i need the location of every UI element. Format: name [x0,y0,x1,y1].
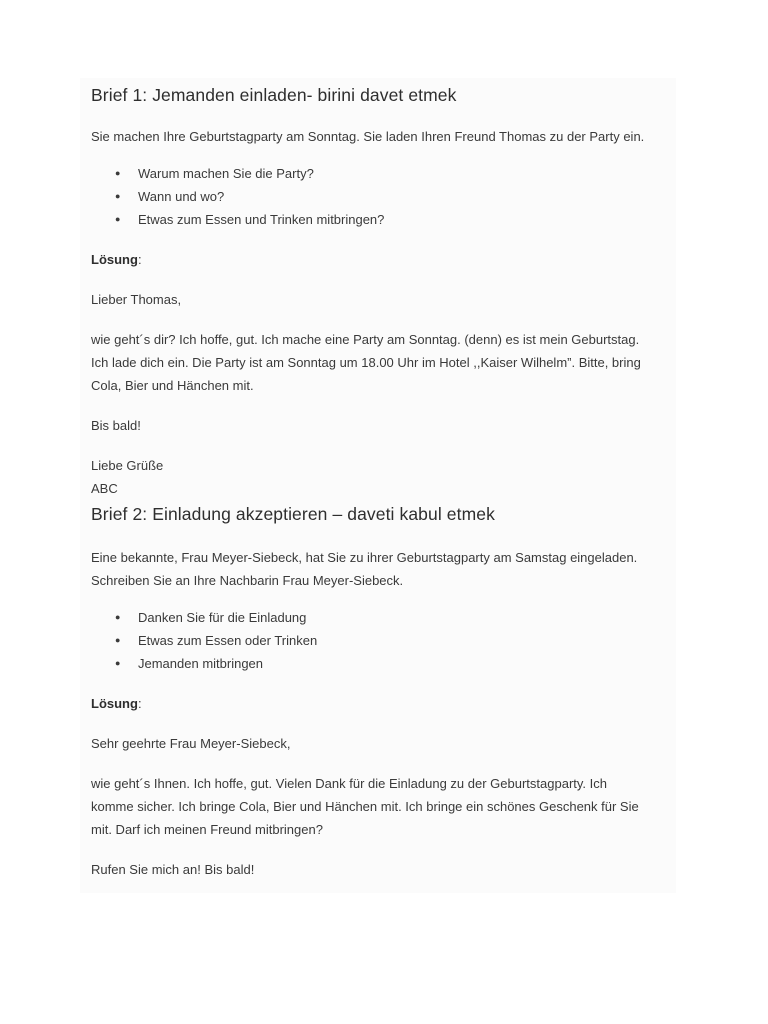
intro-line: Schreiben Sie an Ihre Nachbarin Frau Meyer-Siebeck. [91,573,404,588]
brief-2-heading: Brief 2: Einladung akzeptieren – daveti kabul etmek [91,504,495,524]
bullet-icon: ● [115,214,121,224]
intro-line: Eine bekannte, Frau Meyer-Siebeck, hat Sie zu ihrer Geburtstagparty am Samstag eingeladen. [91,550,638,565]
brief-2-section [91,503,676,881]
brief-1-section [91,84,676,500]
list-item: ● Etwas zum Essen und Trinken mitbringen? [91,208,676,231]
bullet-icon: ● [115,168,121,178]
document-content [80,78,676,893]
brief-1-loesung-label: Lösung: [91,252,142,267]
brief-1-body [91,328,676,397]
brief-1-sign-off: Liebe Grüße [91,458,164,473]
body-line: wie geht´s Ihnen. Ich hoffe, gut. Vielen Dank für die Einladung zu der Geburtstagparty. Ich [91,776,607,791]
brief-1-closing: Bis bald! [91,418,141,433]
list-item: ● Jemanden mitbringen [91,652,676,675]
body-line: komme sicher. Ich bringe Cola, Bier und Hänchen mit. Ich bringe ein schönes Geschenk für Sie [91,799,639,814]
list-item: ● Warum machen Sie die Party? [91,162,676,185]
body-line: Cola, Bier und Hänchen mit. [91,378,254,393]
bullet-icon: ● [115,191,121,201]
brief-1-signature: ABC [91,481,118,496]
brief-1-intro: Sie machen Ihre Geburtstagparty am Sonntag. Sie laden Ihren Freund Thomas zu der Party ein. [91,129,645,144]
brief-2-closing: Rufen Sie mich an! Bis bald! [91,862,255,877]
bullet-icon: ● [115,612,121,622]
brief-1-heading: Brief 1: Jemanden einladen- birini davet etmek [91,85,457,105]
brief-2-greeting: Sehr geehrte Frau Meyer-Siebeck, [91,736,291,751]
bullet-icon: ● [115,635,121,645]
list-item: ● Etwas zum Essen oder Trinken [91,629,676,652]
brief-2-bullet-list [91,606,676,675]
brief-2-intro [91,546,676,592]
brief-1-greeting: Lieber Thomas, [91,292,182,307]
body-line: mit. Darf ich meinen Freund mitbringen? [91,822,323,837]
brief-2-body [91,772,676,841]
list-item: ● Wann und wo? [91,185,676,208]
brief-2-loesung-label: Lösung: [91,696,142,711]
bullet-icon: ● [115,658,121,668]
list-item: ● Danken Sie für die Einladung [91,606,676,629]
body-line: Ich lade dich ein. Die Party ist am Sonntag um 18.00 Uhr im Hotel ,,Kaiser Wilhelm”. Bitte, bring [91,355,641,370]
body-line: wie geht´s dir? Ich hoffe, gut. Ich mache eine Party am Sonntag. (denn) es ist mein Geburtstag. [91,332,640,347]
brief-1-bullet-list [91,162,676,231]
brief-1-signoff-block [91,454,676,500]
